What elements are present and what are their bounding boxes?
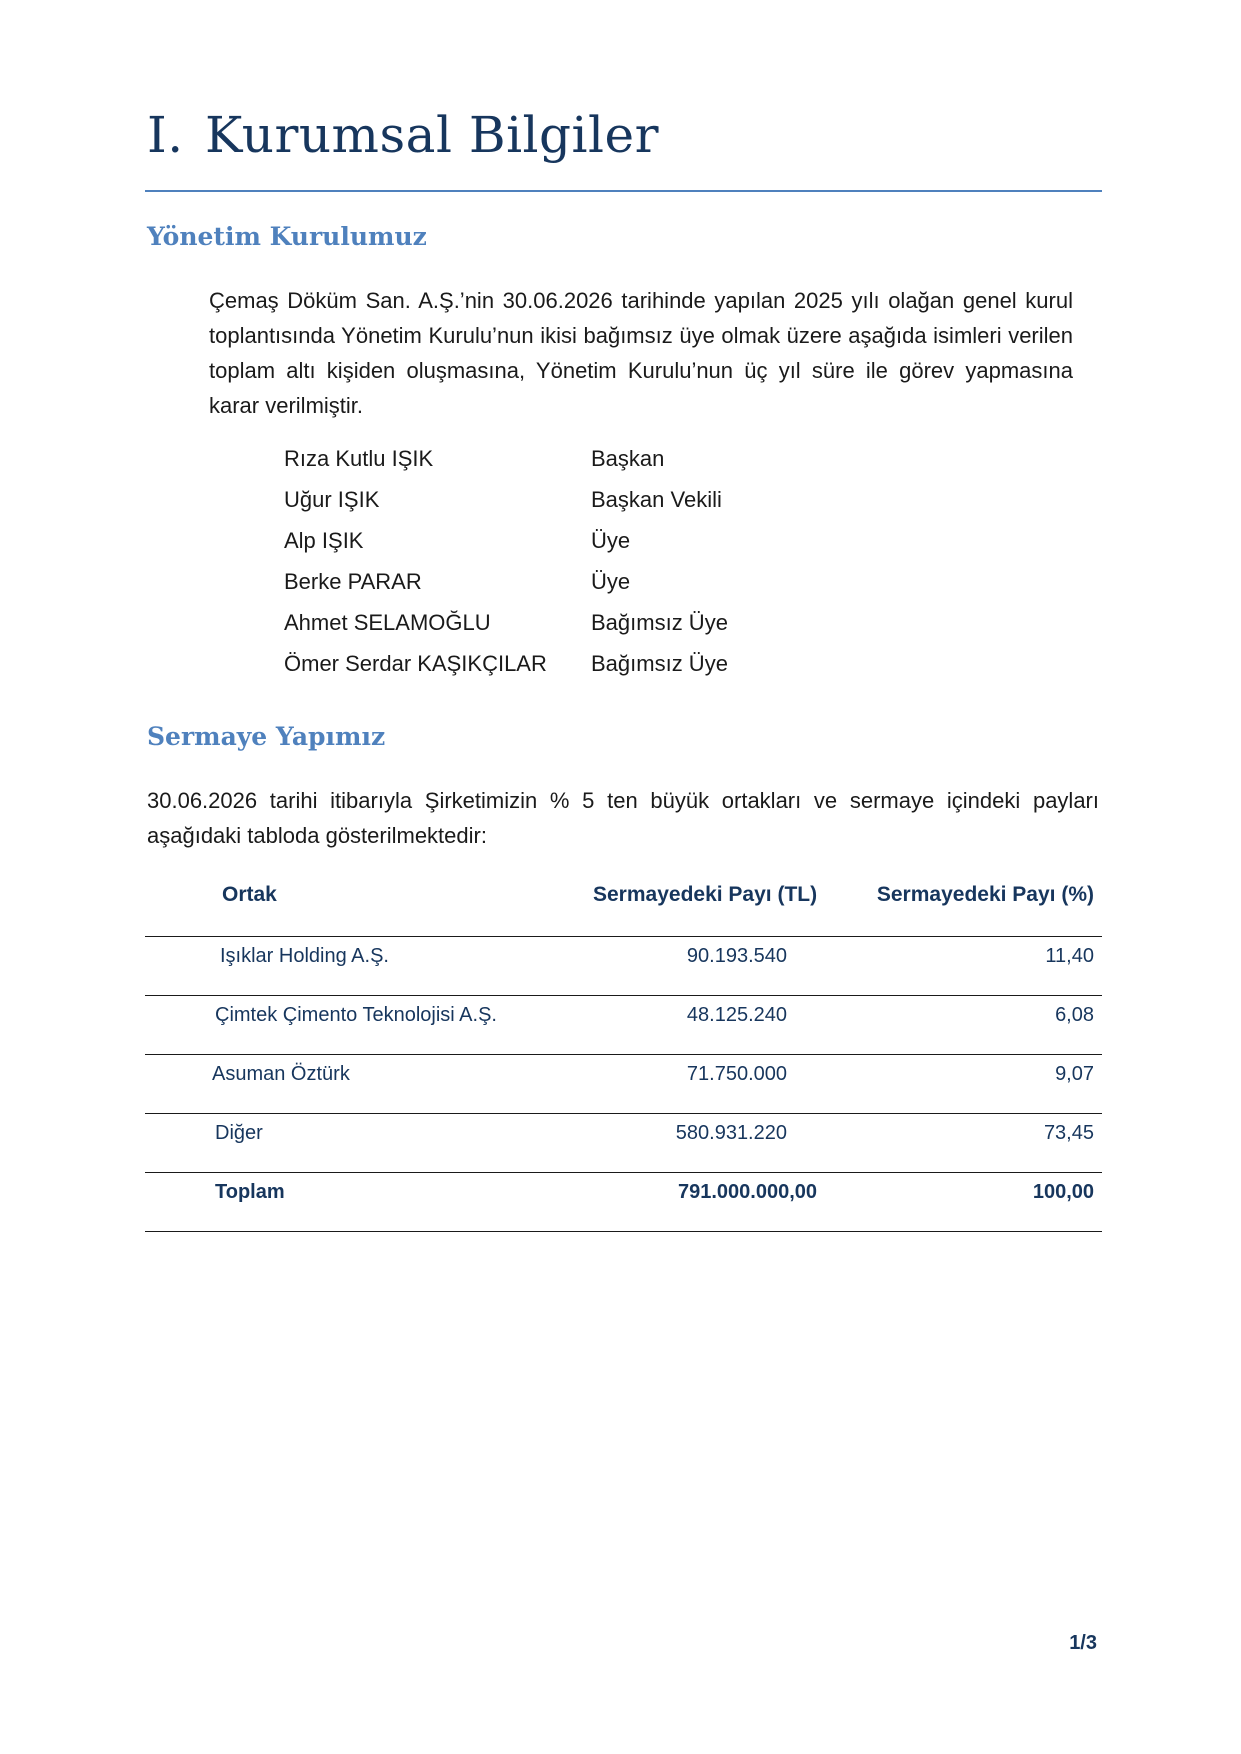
member-role: Üye	[591, 528, 631, 553]
member-role: Başkan Vekili	[591, 487, 722, 512]
member-name: Ahmet SELAMOĞLU	[284, 610, 491, 635]
partner-cell: Diğer	[215, 1122, 263, 1144]
member-role: Bağımsız Üye	[591, 610, 728, 635]
percent-cell: 9,07	[1055, 1063, 1094, 1085]
amount-cell: 90.193.540	[686, 945, 787, 967]
header-percent: Sermayedeki Payı (%)	[876, 883, 1094, 906]
table-row	[145, 996, 1102, 1055]
partner-cell: Asuman Öztürk	[212, 1063, 350, 1085]
partner-cell: Çimtek Çimento Teknolojisi A.Ş.	[215, 1004, 497, 1026]
total-label: Toplam	[215, 1181, 285, 1203]
member-name: Berke PARAR	[284, 569, 422, 594]
capital-structure-table	[145, 878, 1102, 1232]
board-section-heading: Yönetim Kurulumuz	[147, 222, 427, 251]
member-name: Uğur IŞIK	[284, 487, 380, 512]
member-role: Üye	[591, 569, 631, 594]
percent-cell: 11,40	[1045, 945, 1094, 967]
page-number: 1/3	[1069, 1632, 1097, 1654]
board-member-row	[284, 487, 844, 528]
capital-intro-paragraph: 30.06.2026 tarihi itibarıyla Şirketimizin % 5 ten büyük ortakları ve sermaye içindeki payları aşağıdaki tabloda gösterilmektedir:	[147, 788, 1099, 848]
percent-cell: 73,45	[1043, 1122, 1094, 1144]
table-row	[145, 937, 1102, 996]
partner-cell: Işıklar Holding A.Ş.	[220, 945, 389, 967]
amount-cell: 580.931.220	[675, 1122, 787, 1144]
table-row	[145, 1114, 1102, 1173]
member-role: Bağımsız Üye	[591, 651, 728, 676]
header-amount: Sermayedeki Payı (TL)	[593, 883, 818, 906]
amount-cell: 48.125.240	[686, 1004, 787, 1026]
member-name: Alp IŞIK	[284, 528, 364, 553]
board-member-row	[284, 651, 844, 692]
board-member-row	[284, 610, 844, 651]
amount-cell: 71.750.000	[686, 1063, 787, 1085]
percent-cell: 6,08	[1055, 1004, 1094, 1026]
member-role: Başkan	[591, 446, 665, 471]
header-partner: Ortak	[222, 883, 277, 906]
board-members-list	[284, 446, 844, 692]
member-name: Ömer Serdar KAŞIKÇILAR	[284, 651, 547, 676]
total-percent: 100,00	[1032, 1181, 1094, 1203]
capital-section-heading: Sermaye Yapımız	[147, 722, 386, 751]
section-title: Kurumsal Bilgiler	[205, 106, 660, 164]
section-number: I.	[147, 106, 184, 164]
title-underline	[145, 190, 1102, 192]
board-member-row	[284, 446, 844, 487]
table-header-row	[145, 878, 1102, 937]
board-intro-paragraph: Çemaş Döküm San. A.Ş.’nin 30.06.2026 tarihinde yapılan 2025 yılı olağan genel kurul toplantısında Yönetim Kurulu’nun ikisi bağımsız üye olmak üzere aşağıda isimleri verilen toplam altı kişiden oluşmasına, Yönetim Kurulu’nun üç yıl süre ile görev yapmasına karar verilmiştir.	[209, 288, 1073, 418]
member-name: Rıza Kutlu IŞIK	[284, 446, 434, 471]
board-member-row	[284, 569, 844, 610]
page-title	[147, 106, 1097, 164]
board-member-row	[284, 528, 844, 569]
table-total-row	[145, 1173, 1102, 1232]
table-row	[145, 1055, 1102, 1114]
total-amount: 791.000.000,00	[677, 1181, 817, 1203]
